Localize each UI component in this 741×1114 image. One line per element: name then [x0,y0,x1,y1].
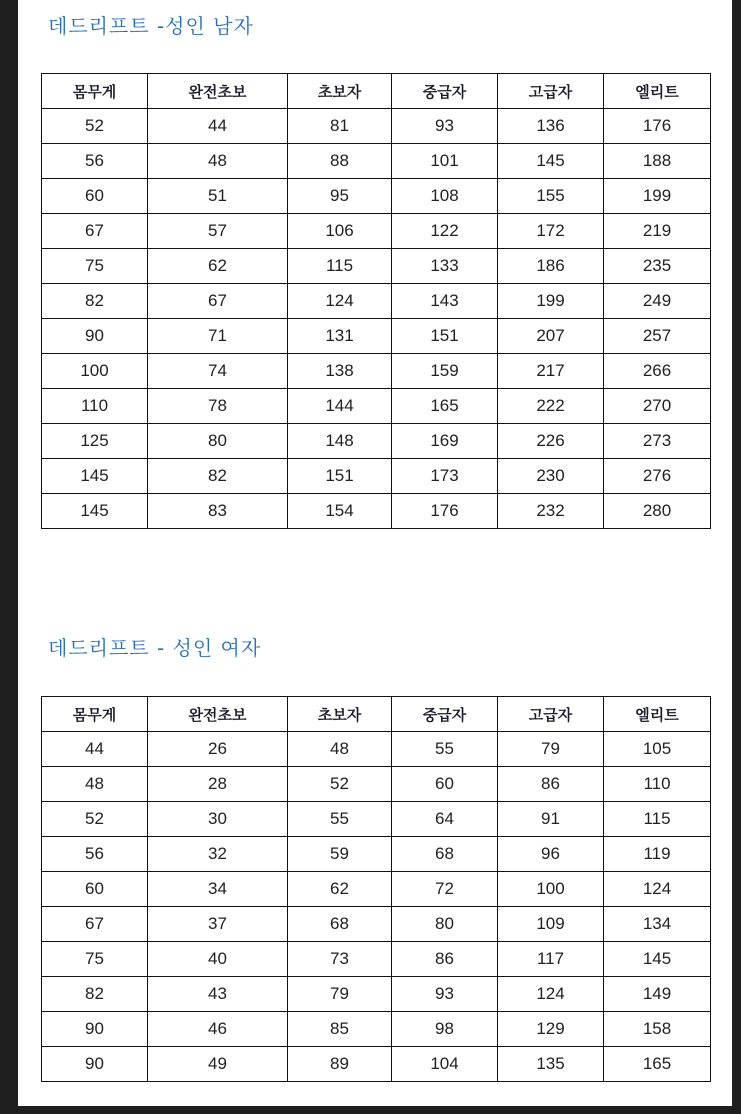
table-cell: 80 [148,424,288,459]
table-cell: 176 [392,494,498,529]
men-deadlift-table [41,73,711,529]
table-cell: 67 [42,214,148,249]
women-deadlift-table [41,696,711,1082]
table-cell: 222 [498,389,604,424]
table-cell: 78 [148,389,288,424]
table-cell: 173 [392,459,498,494]
table-cell: 235 [604,249,711,284]
table-cell: 115 [604,802,711,837]
table-cell: 82 [148,459,288,494]
table-cell: 82 [42,977,148,1012]
table-cell: 100 [42,354,148,389]
column-header: 고급자 [498,74,604,109]
table-cell: 90 [42,319,148,354]
table-cell: 44 [42,732,148,767]
table-cell: 89 [288,1047,392,1082]
table-cell: 129 [498,1012,604,1047]
table-cell: 133 [392,249,498,284]
table-row [42,802,711,837]
table-cell: 28 [148,767,288,802]
table-cell: 176 [604,109,711,144]
table-row [42,284,711,319]
table-cell: 88 [288,144,392,179]
table-row [42,767,711,802]
table-cell: 217 [498,354,604,389]
table-cell: 232 [498,494,604,529]
table-row [42,109,711,144]
table-cell: 91 [498,802,604,837]
table-header-row [42,697,711,732]
table-cell: 138 [288,354,392,389]
table-cell: 48 [42,767,148,802]
table-cell: 119 [604,837,711,872]
table-cell: 60 [392,767,498,802]
table-cell: 67 [148,284,288,319]
table-cell: 249 [604,284,711,319]
table-cell: 124 [288,284,392,319]
table-cell: 158 [604,1012,711,1047]
table-cell: 57 [148,214,288,249]
table-cell: 117 [498,942,604,977]
table-cell: 60 [42,179,148,214]
table-cell: 199 [498,284,604,319]
table-cell: 108 [392,179,498,214]
column-header: 초보자 [288,74,392,109]
women-table-body [42,732,711,1082]
table-row [42,907,711,942]
table-cell: 169 [392,424,498,459]
table-cell: 159 [392,354,498,389]
table-cell: 74 [148,354,288,389]
table-cell: 144 [288,389,392,424]
table-cell: 32 [148,837,288,872]
table-cell: 52 [42,109,148,144]
table-row [42,1012,711,1047]
men-table-body [42,109,711,529]
column-header: 완전초보 [148,74,288,109]
table-cell: 79 [498,732,604,767]
column-header: 고급자 [498,697,604,732]
men-section-title: 데드리프트 -성인 남자 [48,14,254,38]
table-cell: 86 [392,942,498,977]
table-cell: 145 [604,942,711,977]
table-cell: 124 [604,872,711,907]
table-cell: 67 [42,907,148,942]
table-cell: 81 [288,109,392,144]
table-cell: 52 [288,767,392,802]
table-cell: 59 [288,837,392,872]
table-cell: 56 [42,144,148,179]
table-header-row [42,74,711,109]
column-header: 중급자 [392,697,498,732]
table-cell: 56 [42,837,148,872]
table-cell: 257 [604,319,711,354]
table-cell: 105 [604,732,711,767]
table-cell: 48 [148,144,288,179]
table-cell: 219 [604,214,711,249]
table-cell: 80 [392,907,498,942]
table-row [42,1047,711,1082]
table-cell: 188 [604,144,711,179]
table-cell: 134 [604,907,711,942]
table-row [42,732,711,767]
table-cell: 155 [498,179,604,214]
column-header: 몸무게 [42,74,148,109]
column-header: 초보자 [288,697,392,732]
table-cell: 280 [604,494,711,529]
table-cell: 145 [42,494,148,529]
table-cell: 100 [498,872,604,907]
table-cell: 44 [148,109,288,144]
women-section-title: 데드리프트 - 성인 여자 [48,636,262,660]
table-cell: 90 [42,1012,148,1047]
women-table-header [42,697,711,732]
table-cell: 124 [498,977,604,1012]
table-cell: 60 [42,872,148,907]
table-row [42,977,711,1012]
table-cell: 82 [42,284,148,319]
table-cell: 151 [288,459,392,494]
table-cell: 86 [498,767,604,802]
table-cell: 55 [392,732,498,767]
table-cell: 96 [498,837,604,872]
table-cell: 135 [498,1047,604,1082]
table-cell: 52 [42,802,148,837]
table-cell: 98 [392,1012,498,1047]
window-edge [732,0,741,1114]
table-cell: 55 [288,802,392,837]
column-header: 완전초보 [148,697,288,732]
table-row [42,494,711,529]
table-cell: 62 [148,249,288,284]
table-cell: 62 [288,872,392,907]
table-cell: 73 [288,942,392,977]
table-cell: 207 [498,319,604,354]
table-cell: 165 [604,1047,711,1082]
table-row [42,389,711,424]
table-cell: 276 [604,459,711,494]
table-cell: 46 [148,1012,288,1047]
table-cell: 30 [148,802,288,837]
table-cell: 131 [288,319,392,354]
table-cell: 43 [148,977,288,1012]
table-row [42,459,711,494]
table-cell: 104 [392,1047,498,1082]
column-header: 엘리트 [604,74,711,109]
table-cell: 51 [148,179,288,214]
table-cell: 64 [392,802,498,837]
table-cell: 230 [498,459,604,494]
table-cell: 125 [42,424,148,459]
table-row [42,319,711,354]
table-cell: 266 [604,354,711,389]
table-cell: 199 [604,179,711,214]
table-row [42,144,711,179]
table-row [42,942,711,977]
table-cell: 93 [392,977,498,1012]
table-cell: 145 [42,459,148,494]
table-cell: 154 [288,494,392,529]
table-cell: 110 [604,767,711,802]
table-cell: 106 [288,214,392,249]
table-cell: 90 [42,1047,148,1082]
table-cell: 115 [288,249,392,284]
table-cell: 270 [604,389,711,424]
table-cell: 75 [42,942,148,977]
table-cell: 37 [148,907,288,942]
column-header: 몸무게 [42,697,148,732]
table-row [42,354,711,389]
table-cell: 172 [498,214,604,249]
table-cell: 85 [288,1012,392,1047]
table-cell: 26 [148,732,288,767]
table-cell: 110 [42,389,148,424]
table-cell: 34 [148,872,288,907]
table-cell: 48 [288,732,392,767]
table-cell: 83 [148,494,288,529]
table-cell: 72 [392,872,498,907]
table-cell: 95 [288,179,392,214]
table-cell: 71 [148,319,288,354]
table-cell: 151 [392,319,498,354]
column-header: 중급자 [392,74,498,109]
table-cell: 68 [392,837,498,872]
table-cell: 165 [392,389,498,424]
men-table-header [42,74,711,109]
table-cell: 136 [498,109,604,144]
table-cell: 49 [148,1047,288,1082]
table-row [42,424,711,459]
document-page [18,0,732,1106]
table-cell: 79 [288,977,392,1012]
table-cell: 273 [604,424,711,459]
table-cell: 226 [498,424,604,459]
table-cell: 186 [498,249,604,284]
table-cell: 148 [288,424,392,459]
table-row [42,249,711,284]
table-cell: 145 [498,144,604,179]
table-row [42,179,711,214]
column-header: 엘리트 [604,697,711,732]
table-row [42,872,711,907]
table-cell: 40 [148,942,288,977]
table-cell: 149 [604,977,711,1012]
table-cell: 143 [392,284,498,319]
table-cell: 109 [498,907,604,942]
table-row [42,837,711,872]
table-row [42,214,711,249]
table-cell: 101 [392,144,498,179]
table-cell: 122 [392,214,498,249]
table-cell: 75 [42,249,148,284]
table-cell: 68 [288,907,392,942]
table-cell: 93 [392,109,498,144]
